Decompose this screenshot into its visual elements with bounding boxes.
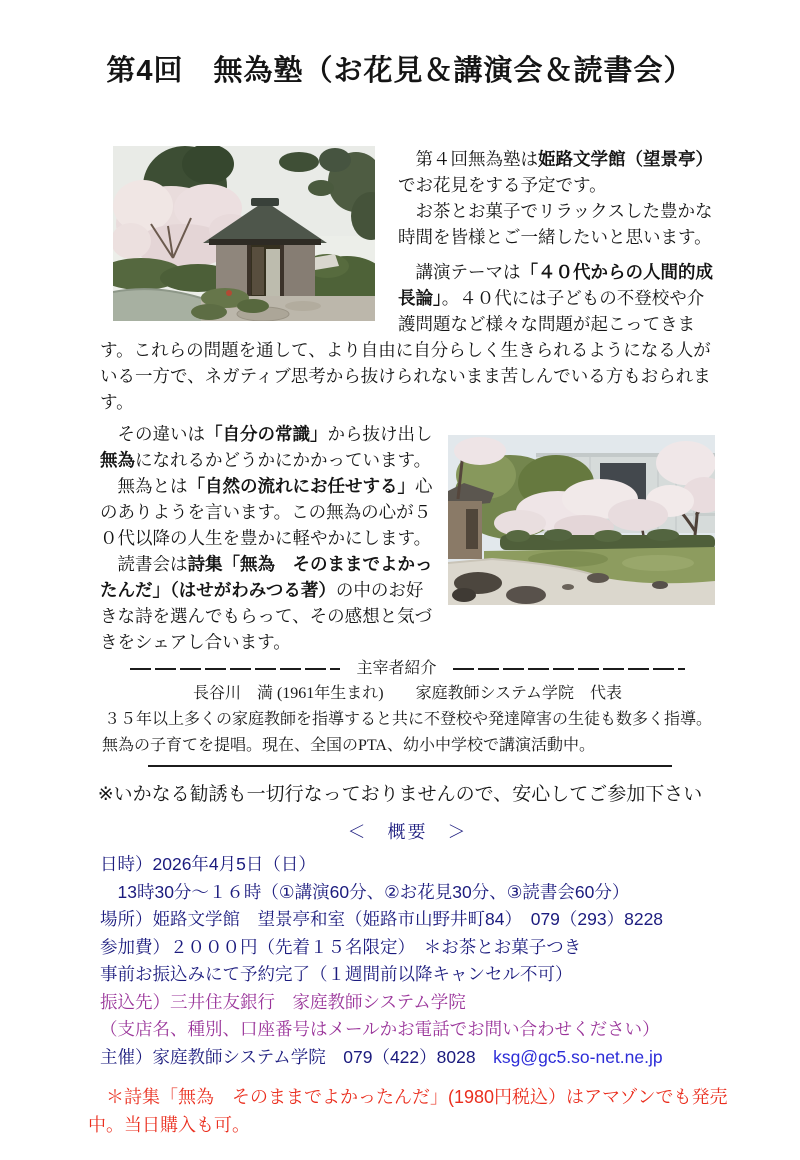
no-solicitation-notice: ※いかなる勧誘も一切行なっておりませんので、安心してご参加下さい [97, 784, 703, 805]
venue-name-bold: 姫路文学館（望景亭） [538, 149, 713, 169]
divider-bottom [148, 765, 672, 767]
bank-transfer-line: 振込先）三井住友銀行 家庭教師システム学院 [100, 991, 466, 1012]
divider-right [453, 668, 685, 670]
email-link[interactable]: ksg@gc5.so-net.ne.jp [493, 1046, 663, 1067]
text-segment: でお花見をする予定です。 [398, 175, 607, 195]
schedule-line: 13時30分～１６時（①講演60分、②お花見30分、③読書会60分） [100, 881, 630, 902]
text-segment: 読書会は [100, 554, 188, 574]
divider-left [130, 668, 340, 670]
intro-section [100, 146, 715, 415]
reservation-line: 事前お振込みにて予約完了（１週間前以降キャンセル不可） [100, 964, 573, 984]
text-segment: 無為とは [100, 476, 188, 496]
text-segment: 心のありようを言います。この無為の心が５０代以降の人生を豊かに軽やかにします。 [100, 476, 433, 548]
lecture-theme-continued: す。これらの問題を通して、より自由に自分らしく生きられるようになる人がいる一方で、ネガティブ思考から抜けられないまま苦しんでいる方もおられます。 [100, 340, 711, 412]
text-segment: 。４０代には子どもの不登校や介護問題など様々な問題が起こってきま [398, 288, 705, 334]
text-segment: から抜け出し [327, 424, 433, 444]
common-sense-bold: 「自分の常識」 [205, 424, 328, 444]
book-sale-note [88, 1083, 730, 1139]
overview-section [100, 819, 715, 1071]
page-title: 第4回 無為塾（お花見＆講演会＆読書会） [106, 55, 694, 87]
venue-line: 場所）姫路文学館 望景亭和室（姫路市山野井町84） 079（293）8228 [100, 909, 664, 929]
fee-line: 参加費）２０００円（先着１５名限定） ＊お茶とお菓子つき [100, 936, 582, 957]
organizer-heading [100, 657, 715, 681]
host-line [100, 1044, 715, 1072]
organizer-name-line: 長谷川 満 (1961年生まれ) 家庭教師システム学院 代表 [192, 685, 623, 702]
flyer-page [0, 52, 800, 1160]
bank-details-line: （支店名、種別、口座番号はメールかお電話でお問い合わせください） [100, 1019, 660, 1039]
mui-bold: 無為 [100, 450, 135, 470]
text-segment: その違いは [100, 424, 205, 444]
nature-flow-bold: 「自然の流れにお任せする」 [187, 476, 415, 496]
intro-paragraph-2: お茶とお菓子でリラックスした豊かな時間を皆様とご一緒したいと思います。 [398, 201, 713, 247]
text-segment: 第４回無為塾は [398, 149, 538, 169]
text-segment: ＊詩集「無為 そのままでよかったんだ」(1980円税込）はアマゾンでも発売中。当日購入も可。 [88, 1087, 728, 1135]
lecture-theme-bold: 「４０代からの人間的成長論」 [398, 262, 713, 308]
organizer-heading-label: 主宰者紹介 [356, 660, 437, 677]
text-segment: 講演テーマは [398, 262, 521, 282]
host-text: 主催）家庭教師システム学院 079（422）8028 [100, 1046, 494, 1067]
garden-museum-photo [448, 435, 715, 605]
organizer-section [100, 657, 715, 767]
garden-gate-photo [113, 146, 375, 321]
poetry-book-bold: 詩集「無為 そのままでよかったんだ」（はせがわみつる著） [100, 554, 433, 600]
mui-explanation-section [100, 421, 715, 655]
text-segment: になれるかどうかにかかっています。 [135, 450, 432, 470]
organizer-bio-line-2: 無為の子育てを提唱。現在、全国のPTA、幼小中学校で講演活動中。 [102, 737, 595, 754]
datetime-line: 日時）2026年4月5日（日） [100, 854, 316, 874]
overview-heading: ＜ 概要 ＞ [347, 822, 468, 842]
text-segment: の中のお好きな詩を選んでもらって、その感想と気づきをシェアし合います。 [100, 580, 433, 652]
organizer-bio-line-1: ３５年以上多くの家庭教師を指導すると共に不登校や発達障害の生徒も数多く指導。 [104, 711, 713, 728]
